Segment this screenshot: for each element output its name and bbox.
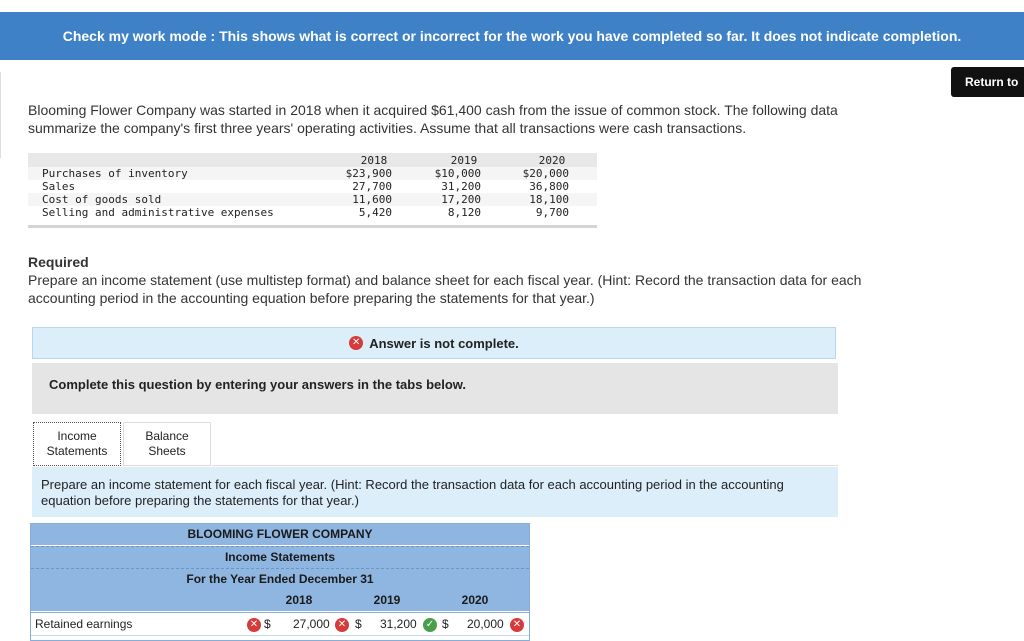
row-value: 5,420 [358, 206, 392, 219]
tab-description: Prepare an income statement for each fiscal year. (Hint: Record the transaction data for each accounting period in the accounting equation before preparing the statements for that year.) [32, 467, 838, 517]
currency-symbol: $ [442, 617, 449, 631]
amount-input-2020[interactable]: 20,000 [467, 617, 504, 631]
company-name: BLOOMING FLOWER COMPANY [31, 524, 529, 545]
row-label: Cost of goods sold [42, 193, 162, 206]
incorrect-icon: ✕ [510, 613, 524, 635]
year-header: 2018 [360, 154, 388, 167]
tab-label: Balance [145, 429, 189, 443]
tab-label: Statements [46, 444, 108, 458]
currency-symbol: $ [355, 617, 362, 631]
problem-intro: Blooming Flower Company was started in 2018 when it acquired $61,400 cash from the issue of common stock. The following data summarize the company's first three years' operating activities. Assume that all transactions were cash transactions. [28, 102, 838, 136]
required-text: Prepare an income statement (use multistep format) and balance sheet for each fiscal year. (Hint: Record the transaction data for each accounting period in the accounting equation before preparing the statements for that year.) [28, 272, 862, 306]
row-value: 27,700 [352, 180, 392, 193]
tab-label: Sheets [148, 444, 186, 458]
correct-icon: ✓ [423, 613, 437, 635]
data-row [28, 167, 597, 180]
row-value: 9,700 [535, 206, 569, 219]
row-label: Purchases of inventory [42, 167, 188, 180]
incorrect-icon: ✕ [247, 613, 261, 635]
row-value: 18,100 [529, 193, 569, 206]
tab-income-statements[interactable] [33, 422, 121, 466]
year-header: 2019 [450, 154, 478, 167]
row-value: 17,200 [441, 193, 481, 206]
year-label: 2019 [373, 593, 401, 607]
row-label: Selling and administrative expenses [42, 206, 274, 219]
return-button[interactable] [951, 67, 1024, 97]
required-title: Required [28, 254, 89, 270]
data-row [28, 193, 597, 206]
data-row [28, 206, 597, 219]
return-button-label: Return to [965, 75, 1019, 89]
row-value: $23,900 [345, 167, 392, 180]
row-label: Sales [42, 180, 76, 193]
check-my-work-banner [0, 12, 1024, 60]
income-statement-table [30, 523, 530, 641]
row-value: $20,000 [522, 167, 569, 180]
table-row [31, 635, 529, 641]
tab-balance-sheets[interactable] [123, 422, 211, 466]
banner-text: Check my work mode : This shows what is correct or incorrect for the work you have completed so far. It does not indicate completion. [62, 28, 962, 44]
incorrect-icon: ✕ [335, 613, 349, 635]
notice-text: Answer is not complete. [369, 335, 519, 351]
required-section [28, 253, 928, 307]
row-label: Retained earnings [35, 617, 133, 631]
year-header-row [31, 590, 529, 611]
statement-period: For the Year Ended December 31 [31, 568, 529, 590]
tab-divider [212, 465, 838, 466]
year-label: 2020 [461, 593, 489, 607]
row-value: $10,000 [434, 167, 481, 180]
year-label: 2018 [285, 593, 313, 607]
amount-input-2018[interactable]: 27,000 [293, 617, 330, 631]
incorrect-icon: ✕ [349, 336, 363, 350]
answer-status-notice [32, 327, 836, 359]
statement-title: Income Statements [31, 546, 529, 568]
table-row [31, 612, 529, 635]
data-table-header [28, 153, 597, 167]
instructions-text: Complete this question by entering your answers in the tabs below. [49, 377, 467, 392]
table-bottom-rule [28, 225, 597, 228]
divider [0, 72, 1, 158]
row-value: 8,120 [447, 206, 481, 219]
operating-data-table [28, 153, 597, 229]
tab-label: Income [57, 429, 97, 443]
instructions-panel [32, 363, 838, 414]
row-value: 31,200 [441, 180, 481, 193]
row-value: 11,600 [352, 193, 392, 206]
data-row [28, 180, 597, 193]
year-header: 2020 [538, 154, 566, 167]
row-value: 36,800 [529, 180, 569, 193]
currency-symbol: $ [264, 617, 271, 631]
amount-input-2019[interactable]: 31,200 [380, 617, 417, 631]
